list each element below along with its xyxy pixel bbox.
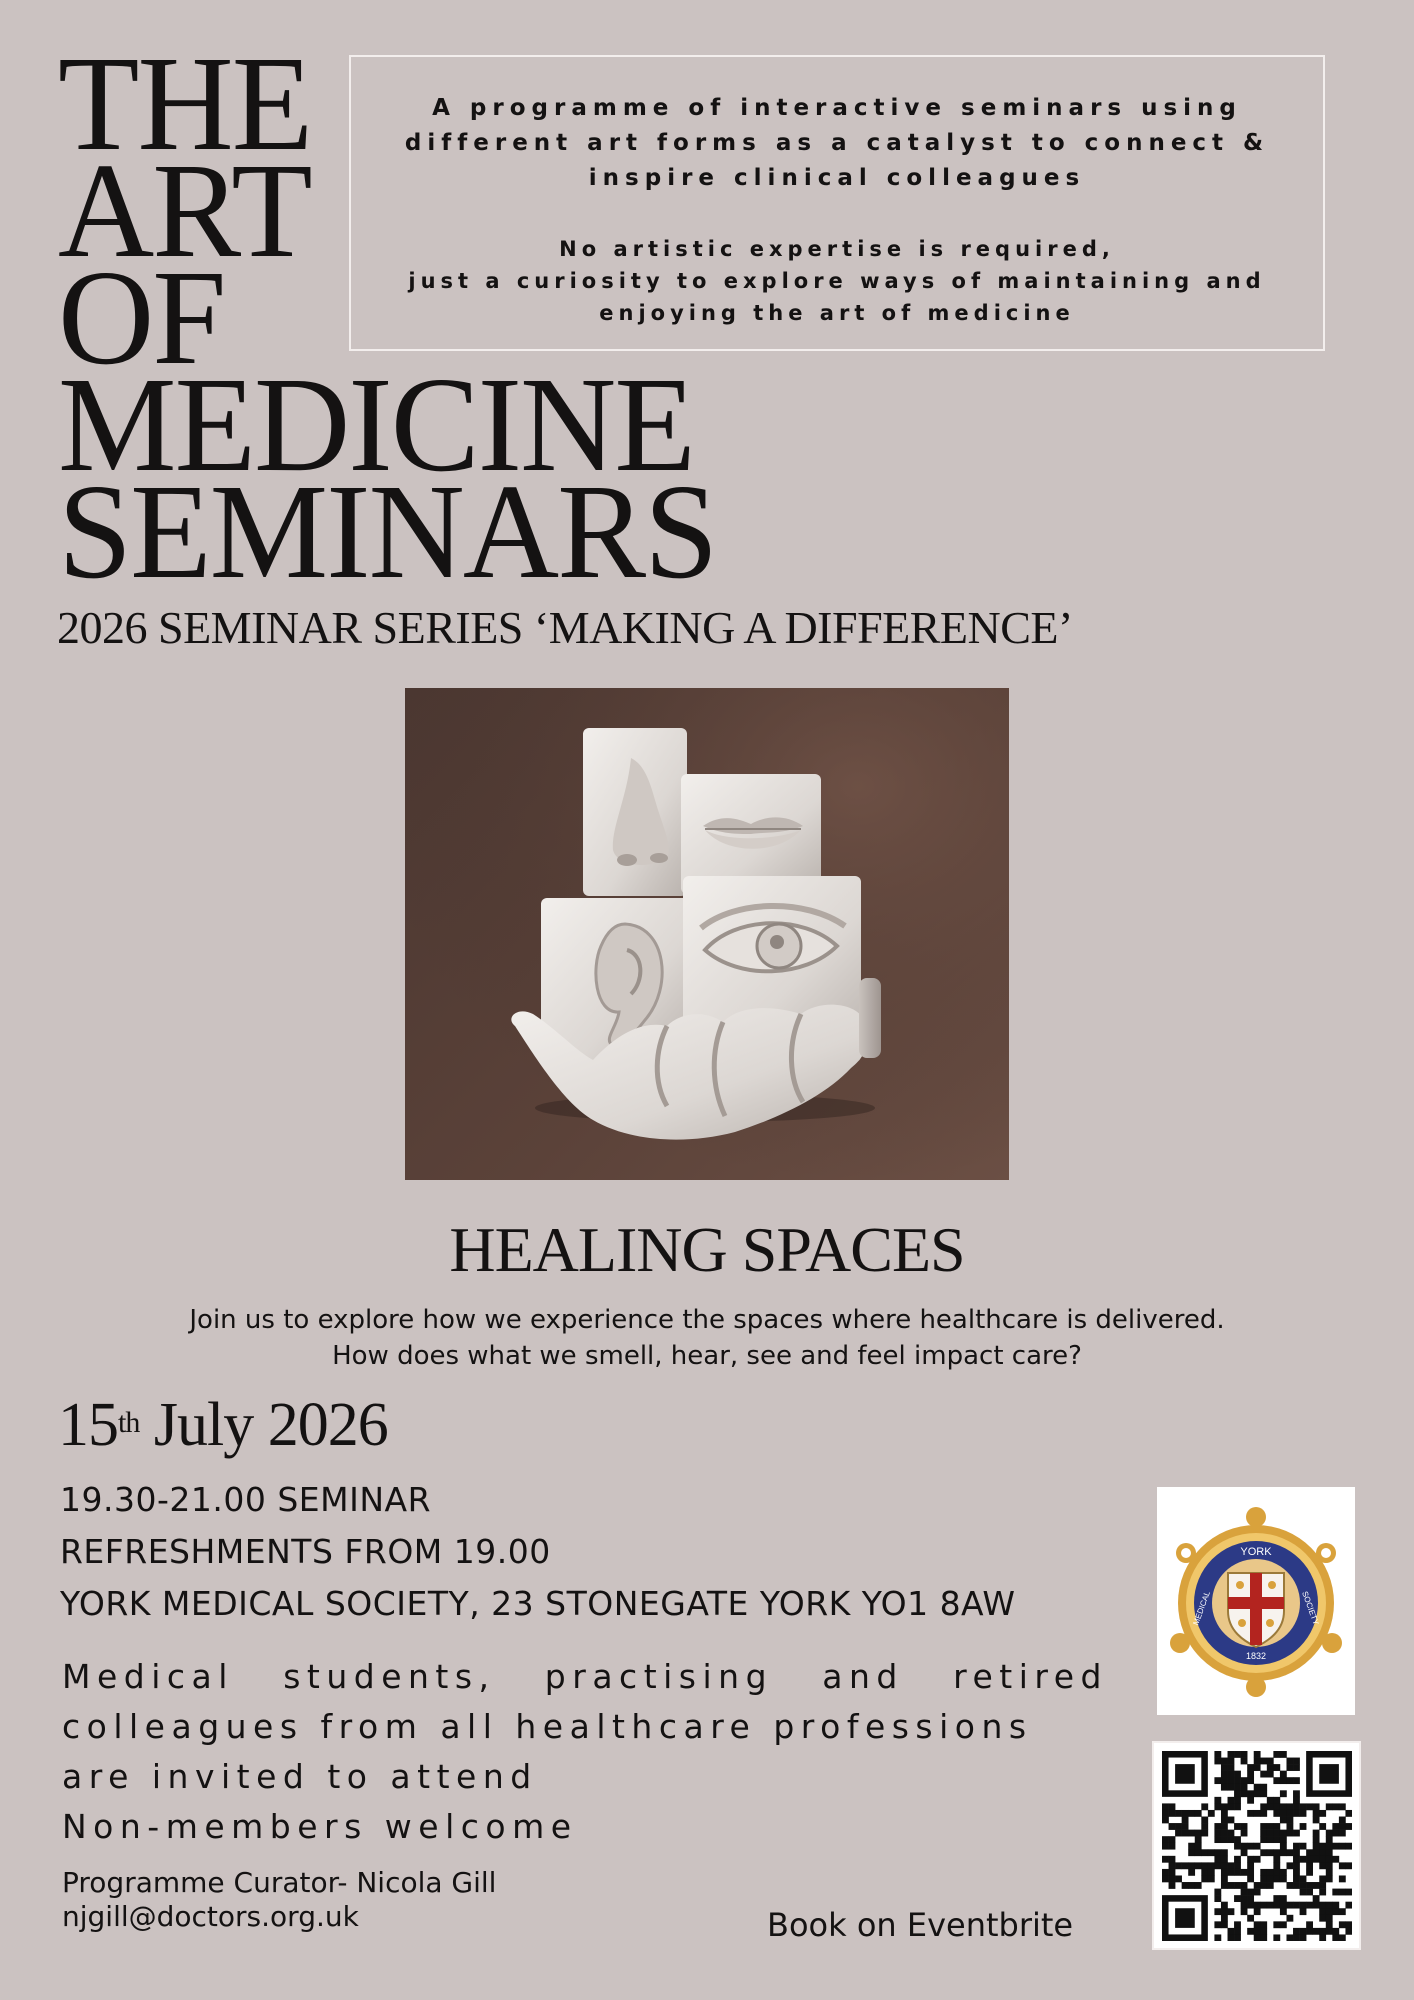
series-heading: 2026 SEMINAR SERIES ‘MAKING A DIFFERENCE’ — [57, 602, 1073, 653]
refreshments-detail: REFRESHMENTS FROM 19.00 — [60, 1532, 551, 1571]
invitation-body: Medical students, practising and retired colleagues from all healthcare professions — [62, 1657, 1108, 1746]
curator-email-link[interactable]: njgill@doctors.org.uk — [62, 1900, 359, 1933]
logo-top-text: YORK — [1240, 1546, 1272, 1558]
book-eventbrite-link[interactable]: Book on Eventbrite — [767, 1906, 1074, 1944]
title-line-5: SEMINARS — [58, 457, 717, 607]
date-month-year: July 2026 — [139, 1391, 388, 1459]
title-line-2: ART — [58, 136, 311, 286]
description-line: How does what we smell, hear, see and feel impact care? — [332, 1341, 1082, 1371]
intro-line: No artistic expertise is required, — [559, 237, 1115, 261]
invitation-body-end: are invited to attend — [62, 1757, 538, 1796]
title-line-4: MEDICINE — [58, 350, 694, 500]
logo-left-text: MEDICAL — [1191, 1589, 1212, 1627]
intro-line: just a curiosity to explore ways of maintaining and — [408, 269, 1266, 293]
event-date — [58, 1390, 388, 1460]
session-title: HEALING SPACES — [449, 1214, 965, 1285]
nose-block — [583, 728, 687, 896]
curator-label: Programme Curator- Nicola Gill — [62, 1866, 497, 1899]
intro-line: different art forms as a catalyst to connect & — [404, 130, 1270, 156]
intro-line: enjoying the art of medicine — [599, 301, 1075, 325]
title-line-1: THE — [58, 29, 312, 179]
venue-detail: YORK MEDICAL SOCIETY, 23 STONEGATE YORK YO1 8AW — [60, 1584, 1016, 1623]
event-details — [60, 1474, 1015, 1630]
intro-line: A programme of interactive seminars using — [432, 95, 1242, 121]
sculpture-illustration — [405, 688, 1009, 1180]
hero-sculpture-image — [405, 688, 1009, 1180]
intro-paragraph-1 — [351, 91, 1323, 196]
curator-contact — [62, 1866, 496, 1934]
session-description — [0, 1302, 1414, 1374]
qr-code[interactable] — [1152, 1741, 1361, 1950]
date-day: 15 — [58, 1391, 118, 1459]
time-detail: 19.30-21.00 SEMINAR — [60, 1480, 432, 1519]
non-members-note: Non-members welcome — [62, 1807, 578, 1846]
intro-box — [349, 55, 1325, 351]
society-crest-icon — [1157, 1487, 1355, 1715]
logo-year: 1832 — [1245, 1651, 1267, 1661]
logo-right-text: SOCIETY — [1300, 1590, 1321, 1627]
invitation-text — [62, 1652, 1108, 1852]
description-line: Join us to explore how we experience the spaces where healthcare is delivered. — [189, 1305, 1225, 1335]
date-suffix: th — [118, 1406, 140, 1439]
title-line-3: OF — [58, 243, 225, 393]
intro-line: inspire clinical colleagues — [588, 165, 1086, 191]
intro-paragraph-2 — [351, 233, 1323, 329]
qr-code-icon — [1162, 1751, 1352, 1941]
york-medical-society-logo — [1157, 1487, 1355, 1715]
